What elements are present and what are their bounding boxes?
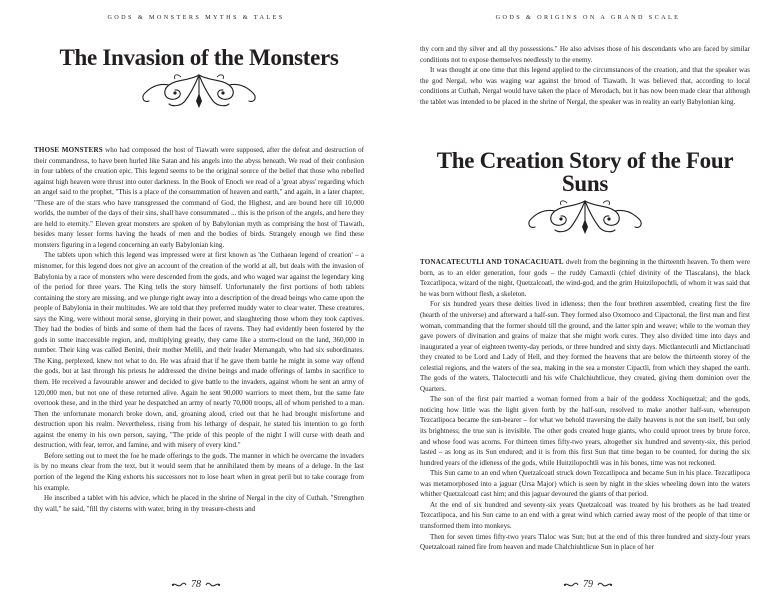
folio-number: 79 xyxy=(583,579,593,590)
right-page xyxy=(392,0,784,600)
folio-number: 78 xyxy=(191,579,201,590)
article-body xyxy=(420,257,750,552)
folio-ornament-icon xyxy=(597,582,613,588)
flourish-ornament-icon xyxy=(129,71,269,111)
paragraph: thy corn and thy silver and all thy possessions." He also advises those of his descendants who are faced by similar conditions not to expose themselves needlessly to the enemy. xyxy=(420,45,750,64)
lead-in: TONACATECUTLI AND TONACACIUATL xyxy=(420,258,564,267)
page-number xyxy=(392,579,784,590)
continued-text xyxy=(420,44,750,107)
paragraph: This Sun came to an end when Quetzalcoatl struck down Tezcatlipoca and became Sun in his place. Tezcatlipoca was metamorphosed into a jaguar (Ursa Major) which is seen by night in the skies wheeling down into the waters whither Quetzalcoatl cast him; and this jaguar devoured the giants of that period. xyxy=(420,469,750,499)
chapter-title: The Invasion of the Monsters xyxy=(59,45,339,70)
paragraph: At the end of six hundred and seventy-six years Quetzalcoatl was treated by his brothers as he had treated Tezcatlipoca, and his Sun came to an end with a great wind which carried away most of the people of that time or transformed them into monkeys. xyxy=(420,500,750,530)
flourish-ornament-icon xyxy=(515,197,655,237)
paragraph: The tablets upon which this legend was impressed were at first known as 'the Cuthaean legend of creation' – a misnomer, for this legend does not give an account of the creation of the world at all, but deals with the invasion of Babylonia by a race of monsters who were descended from the gods, and who waged war against the legendary king of the period for three years. The King tells the story himself. Unfortunately the first portions of both tablets containing the story are missing, and we plunge right away into a description of the dread beings who came upon the people of Babylonia in their multitudes. We are told that they preferred muddy water to clear water. These creatures, says the King, were without moral sense, glorying in their power, and slaughtering those whom they took captives. They had the bodies of birds and some of them had the faces of ravens. They had evidently been fostered by the gods in some inaccessible region, and, multiplying greatly, they came like a storm-cloud on the land, 360,000 in number. Their king was called Benini, their mother Melili, and their leader Memangab, who had six subordinates. The King, perplexed, knew not what to do. He was afraid that if he gave them battle he might in some way offend the gods, but at last through his priests he addressed the divine beings and made offerings of lambs in sacrifice to them. He received a favourable answer and decided to give battle to the invaders, against whom he sent an army of 120,000 men, but not one of these returned alive. Again he sent 90,000 warriors to meet them, but the same fate overtook these, and in the third year he despatched an army of nearly 70,000 troops, all of whom perished to a man. Then the unfortunate monarch broke down, and, groaning aloud, cried out that he had brought misfortune and destruction upon his realm. Nevertheless, rising from his lethargy of despair, he stated his intention to go forth against the enemy in his own person, saying, "The pride of this people of the night I will curse with death and destruction, with fear, terror, and famine, and with misery of every kind." xyxy=(34,251,364,450)
folio-ornament-icon xyxy=(171,582,187,588)
paragraph: The son of the first pair married a woman formed from a hair of the goddess Xochiquetzal; and the gods, noticing how little was the light given forth by the half-sun, resolved to make another half-sun, whereupon Tezcatlipoca became the sun-bearer – for what we behold traversing the daily heavens is not the sun itself, but only its brightness; the true sun is invisible. The other gods created huge giants, who could uproot trees by brute force, and whose food was acorns. For thirteen times fifty-two years, altogether six hundred and seventy-six, this period lasted – as long as its Sun endured; and it is from this first Sun that time began to be counted, for during the six hundred years of the idleness of the gods, while Huitzilopochtli was in his bones, time was not reckoned. xyxy=(420,395,750,467)
folio-ornament-icon xyxy=(205,582,221,588)
paragraph: He inscribed a tablet with his advice, which he placed in the shrine of Nergal in the city of Cuthah. "Strengthen thy wall," he said, "fill thy cisterns with water, bring in thy treasure-chests and xyxy=(34,494,364,513)
paragraph: For six hundred years these deities lived in idleness; then the four brethren assembled, creating first the fire (hearth of the universe) and afterward a half-sun. They formed also Oxomoco and Cipactonal, the first man and first woman, commanding that the former should till the ground, and the latter spin and weave; while to the woman they gave powers of divination and grains of maize that she might work cures. They also divided time into days and inaugurated a year of eighteen twenty-day periods, or three hundred and sixty days. Mictlantecutli and Mictlanciuatl they created to be Lord and Lady of Hell, and they formed the heavens that are below the thirteenth storey of the celestial regions, and the waters of the sea, making in the sea a monster Cipactli, from which they shaped the earth. The gods of the waters, Tlaloctecutli and his wife Chalchiuhtlicue, they created, giving them dominion over the Quarters. xyxy=(420,300,750,393)
paragraph: Then for seven times fifty-two years Tlaloc was Sun; but at the end of this three hundred and sixty-four years Quetzalcoatl rained fire from heaven and made Chalchiuhtlicue Sun in place of her xyxy=(420,532,750,552)
folio-ornament-icon xyxy=(563,582,579,588)
article-body xyxy=(34,145,364,514)
paragraph: It was thought at one time that this legend applied to the circumstances of the creation, and that the speaker was the god Nergal, who was waging war against the brood of Tiawath. It was believed that, according to local conditions at Cuthah, Nergal would have taken the place of Merodach, but it has now been made clear that although the tablet was intended to be placed in the shrine of Nergal, the speaker was in reality an early Babylonian king. xyxy=(420,66,750,106)
running-head: GODS & MONSTERS MYTHS & TALES xyxy=(107,14,285,21)
running-head: GODS & ORIGINS ON A GRAND SCALE xyxy=(495,14,681,21)
paragraph: THOSE MONSTERS who had composed the host of Tiawath were supposed, after the defeat and destruction of their commandress, to have been hurled like Satan and his angels into the abyss beneath. We read of their confusion in four tablets of the creation epic. This legend seems to be the original source of the belief that those who rebelled against high heaven were thrust into outer darkness. In the Book of Enoch we read of a 'great abyss' regarding which an angel said to the prophet, "This is a place of the consummation of heaven and earth," and again, in a later chapter, "These are of the stars who have transgressed the command of God, the Highest, and are bound here till 10,000 worlds, the number of the days of their sins, shall have consummated ... this is the prison of the angels, and here they are held to eternity." Eleven great monsters are spoken of by Babylonian myth as comprising the host of Tiawath, besides many lesser forms having the heads of men and the bodies of birds. Strangely enough we find these monsters figuring in a legend concerning an early Babylonian king. xyxy=(34,146,364,249)
chapter-title: The Creation Story of the Four Suns xyxy=(436,148,734,197)
lead-in: THOSE MONSTERS xyxy=(34,146,103,154)
paragraph: Before setting out to meet the foe he made offerings to the gods. The manner in which he overcame the invaders is by no means clear from the text, but it would seem that he annihilated them by means of a deluge. In the last portion of the legend the King exhorts his successors not to lose heart when in great peril but to take courage from his example. xyxy=(34,451,364,492)
paragraph: TONACATECUTLI AND TONACACIUATL dwelt from the beginning in the thirteenth heaven. To them were born, as to an elder generation, four gods – the ruddy Camaxtli (chief divinity of the Tlascalans), the black Tezcatlipoca, wizard of the night, Quetzalcoatl, the wind-god, and the grim Huitzilopochtli, of whom it was said that he was born without flesh, a skeleton. xyxy=(420,258,750,298)
page-number xyxy=(0,579,392,590)
